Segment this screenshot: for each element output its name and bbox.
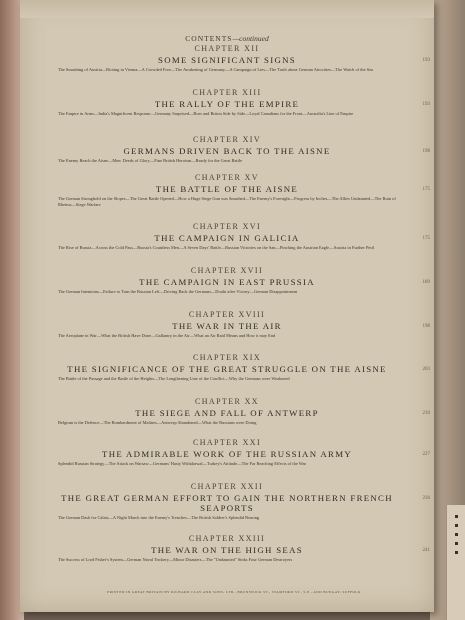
chapter-title: THE ADMIRABLE WORK OF THE RUSSIAN ARMY: [102, 449, 352, 459]
chapter-title: GERMANS DRIVEN BACK TO THE AISNE: [123, 146, 331, 156]
chapter-summary: The Smashing of Austria—Rioting in Vienna—A Crowded Fore—The Awakening of Germany—A Campaign of Lies—The Truth about German Atrocities—The Watch of the Sea: [58, 67, 374, 72]
contents-continued: —continued: [232, 34, 269, 43]
chapter-summary: Belgium is the Defence—The Bombardment of Malines—Antwerp Abandoned—What the Russians were Doing: [58, 420, 257, 425]
page-number: 175: [422, 236, 430, 241]
chapter-entry: [20, 353, 434, 382]
page-number: 189: [422, 280, 430, 285]
chapter-number: CHAPTER XIX: [192, 353, 262, 362]
page-number: 193: [422, 102, 430, 107]
page-top-discoloration: [20, 0, 434, 18]
chapter-entry: [20, 222, 434, 251]
page-number: 210: [422, 411, 430, 416]
chapter-number: CHAPTER XX: [194, 397, 259, 406]
chapter-number: CHAPTER XIV: [192, 135, 262, 144]
chapter-entry: [20, 397, 434, 426]
chapter-summary: The Enemy Reach the Aisne—Men: Deeds of Glory—Fine British Heroism—Ready for the Great Battle: [58, 158, 242, 163]
chapter-summary: The Battle of the Passage and the Battle of the Heights—The Lengthening Line of the Conflict—Why the Germans were Weakened: [58, 376, 290, 381]
page-number: 236: [422, 496, 430, 501]
page-number: 241: [422, 548, 430, 553]
chapter-entry: [20, 44, 434, 73]
chapter-number: CHAPTER XV: [194, 173, 259, 182]
chapter-entry: [20, 534, 434, 563]
page-number: 193: [422, 58, 430, 63]
chapter-title: THE BATTLE OF THE AISNE: [155, 184, 299, 194]
contents-page: [20, 0, 434, 612]
chapter-title: THE WAR IN THE AIR: [172, 321, 282, 331]
chapter-title: THE RALLY OF THE EMPIRE: [154, 99, 300, 109]
chapter-number: CHAPTER XVIII: [188, 310, 266, 319]
page-number: 198: [422, 324, 430, 329]
chapter-summary: The Rise of Russia—Across the Cold Pass—Russia's Countless Men—A Seven Days' Battle—Russian Victories on the San—Pinching the Austrian Eagle—Austria in Further Peril: [58, 245, 375, 250]
chapter-entry: [20, 173, 434, 208]
chapter-number: CHAPTER XXIII: [188, 534, 266, 543]
adjacent-page: [446, 505, 465, 620]
chapter-entry: [20, 266, 434, 295]
chapter-summary: The German Stronghold on the Slopes—The Great Battle Opened—How a Huge Siege Gun was Smashed—The Enemy's Foresight—Progress by Inches—The Allies Undaunted—The Ruin of Rheims—Siege Warfare: [58, 196, 396, 207]
chapter-summary: Splendid Russian Strategy—The Attack on Warsaw—Germans' Hasty Withdrawal—Turkey's Attitude—The Far Reaching Effects of the War: [58, 461, 306, 466]
chapter-number: CHAPTER XIII: [192, 88, 262, 97]
chapter-title: THE SIEGE AND FALL OF ANTWERP: [135, 408, 319, 418]
chapter-number: CHAPTER XVI: [192, 222, 262, 231]
chapter-entry: [20, 88, 434, 117]
chapter-entry: [20, 482, 434, 521]
chapter-summary: The Aeroplane in War—What the British Have Done—Gallantry in the Air—What an Air Raid Means and How it may End: [58, 333, 276, 338]
adjacent-page-text: [455, 515, 458, 555]
chapter-entry: [20, 310, 434, 339]
chapter-entry: [20, 438, 434, 467]
page-number: 203: [422, 367, 430, 372]
chapter-summary: The German Dash for Calais—A Night March into the Enemy's Trenches—The British Soldier's Splendid Bearing: [58, 515, 260, 520]
contents-title: CONTENTS: [185, 34, 233, 43]
chapter-summary: The Success of Lord Fisher's System—German Naval Trickery—Minor Disasters—The "Undaunted" Sinks Four German Destroyers: [58, 557, 293, 562]
chapter-number: CHAPTER XXII: [190, 482, 264, 491]
page-number: 198: [422, 149, 430, 154]
contents-heading: [20, 34, 434, 43]
chapter-title: THE WAR ON THE HIGH SEAS: [151, 545, 303, 555]
chapter-title: THE SIGNIFICANCE OF THE GREAT STRUGGLE ON THE AISNE: [67, 364, 387, 374]
chapter-number: CHAPTER XVII: [190, 266, 264, 275]
printer-imprint: PRINTED IN GREAT BRITAIN BY RICHARD CLAY AND SONS, LTD., BRUNSWICK ST., STAMFORD ST., S.E., AND BUNGAY, SUFFOLK: [107, 590, 361, 594]
chapter-summary: The Empire in Arms—India's Magnificent Response—Germany Surprised—Boer and Briton Side by Side—Loyal Canadians for the Front—Australia's Line of Empire: [58, 111, 354, 116]
chapter-title: THE GREAT GERMAN EFFORT TO GAIN THE NORTHERN FRENCH SEAPORTS: [61, 493, 393, 513]
chapter-title: THE CAMPAIGN IN GALICIA: [154, 233, 300, 243]
page-number: 227: [422, 452, 430, 457]
page-number: 175: [422, 187, 430, 192]
chapter-title: SOME SIGNIFICANT SIGNS: [158, 55, 296, 65]
chapter-title: THE CAMPAIGN IN EAST PRUSSIA: [139, 277, 315, 287]
chapter-summary: The German Intentions—Failure to Turn the Russian Left—Driving Back the Germans—Doubt after Victory—German Disappointment: [58, 289, 298, 294]
chapter-number: CHAPTER XXI: [192, 438, 262, 447]
chapter-entry: [20, 135, 434, 164]
chapter-number: CHAPTER XII: [194, 44, 260, 53]
